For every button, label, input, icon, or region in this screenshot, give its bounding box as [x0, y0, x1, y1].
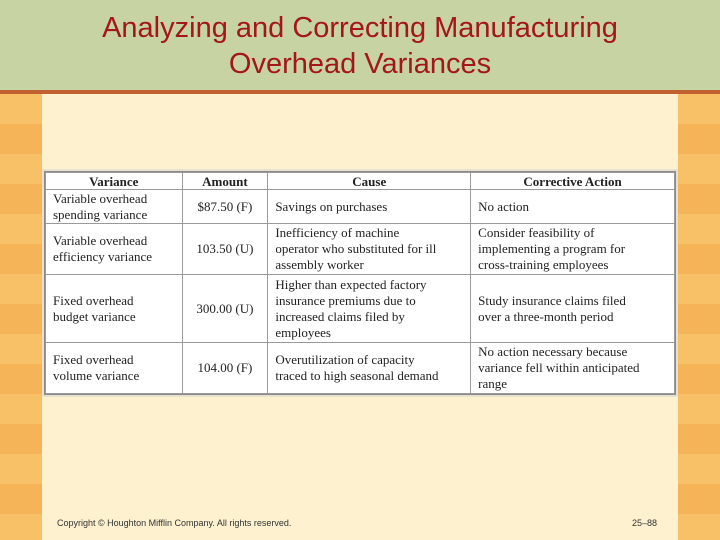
column-header-corrective-action: Corrective Action	[471, 173, 675, 190]
corrective-action-cell: Consider feasibility of implementing a program for cross-training employees	[471, 224, 675, 275]
column-header-amount: Amount	[182, 173, 268, 190]
table-header-row	[46, 173, 675, 190]
table-row	[46, 343, 675, 394]
table-row	[46, 275, 675, 343]
corrective-action-cell: No action necessary because variance fell within anticipated range	[471, 343, 675, 394]
cause-cell: Higher than expected factory insurance premiums due to increased claims filed by employees	[268, 275, 471, 343]
amount-cell: 103.50 (U)	[182, 224, 268, 275]
page-number: 25–88	[632, 518, 658, 528]
cause-cell: Savings on purchases	[268, 190, 471, 224]
cause-cell: Overutilization of capacity traced to high seasonal demand	[268, 343, 471, 394]
amount-cell: $87.50 (F)	[182, 190, 268, 224]
copyright-notice: Copyright © Houghton Mifflin Company. All rights reserved.	[57, 518, 292, 528]
cause-cell: Inefficiency of machine operator who substituted for ill assembly worker	[268, 224, 471, 275]
slide-title	[0, 10, 720, 82]
variance-table-image	[44, 171, 676, 395]
table-row	[46, 224, 675, 275]
variance-cell: Fixed overhead budget variance	[46, 275, 183, 343]
slide-title-line-1: Analyzing and Correcting Manufacturing	[102, 12, 618, 44]
variance-table	[45, 172, 675, 394]
variance-cell: Variable overhead efficiency variance	[46, 224, 183, 275]
column-header-variance: Variance	[46, 173, 183, 190]
amount-cell: 104.00 (F)	[182, 343, 268, 394]
variance-cell: Variable overhead spending variance	[46, 190, 183, 224]
corrective-action-cell: No action	[471, 190, 675, 224]
amount-cell: 300.00 (U)	[182, 275, 268, 343]
right-decorative-stripe	[678, 94, 720, 540]
slide-title-line-2: Overhead Variances	[228, 48, 492, 80]
table-row	[46, 190, 675, 224]
column-header-cause: Cause	[268, 173, 471, 190]
variance-cell: Fixed overhead volume variance	[46, 343, 183, 394]
left-decorative-stripe	[0, 94, 42, 540]
corrective-action-cell: Study insurance claims filed over a three-month period	[471, 275, 675, 343]
